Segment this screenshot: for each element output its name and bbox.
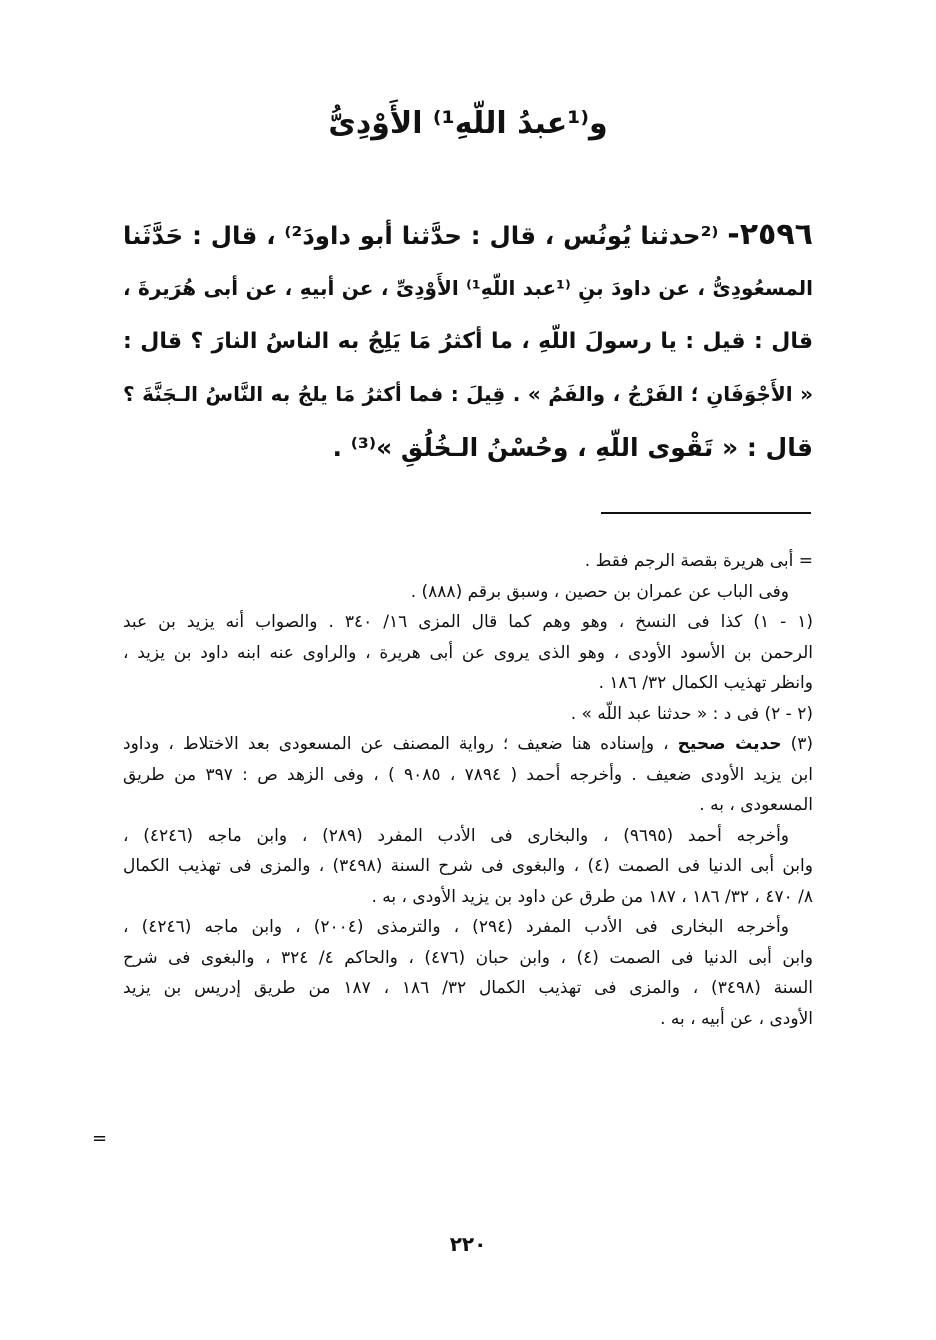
continuation-mark: =	[92, 1128, 108, 1149]
hadith-line: « الأَجْوَفَانِ ؛ الفَرْجُ ، والفَمُ » . قِيلَ : فما أكثرُ مَا يلجُ به النَّاسُ الـجَنَّةَ ؟	[123, 382, 813, 406]
footnote-line: = أبى هريرة بقصة الرجم فقط .	[584, 551, 813, 571]
hadith-line-text: ⁽²حدثنا يُونُس ، قال : حدَّثنا أبو داودَ²⁾ ، قال : حَدَّثَنا	[123, 221, 719, 250]
hadith-line	[123, 208, 813, 262]
hadith-line: المسعُودِیُّ ، عن داودَ بنِ ⁽¹عبد اللّهِ¹⁾ الأَوْدِیِّ ، عن أبيهِ ، عن أبى هُرَيرةَ ،	[123, 276, 814, 300]
footnote-line: الأودى ، عن أبيه ، به .	[660, 1008, 813, 1029]
footnote-line: وابن أبى الدنيا فى الصمت (٤) ، وابن حبان (٤٧٦) ، والحاكم ٤/ ٣٢٤ ، والبغوى فى شرح	[123, 947, 813, 968]
footnote-line: (١ - ١) كذا فى النسخ ، وهو وهم كما قال المزى ١٦/ ٣٤٠ . والصواب أنه يزيد بن عبد	[123, 612, 813, 632]
footnotes	[123, 546, 813, 1034]
footnote-line: المسعودى ، به .	[699, 795, 813, 815]
footnote-line: وابن أبى الدنيا فى الصمت (٤) ، والبغوى فى شرح السنة (٣٤٩٨) ، والمزى فى تهذيب الكمال	[123, 856, 813, 876]
footnote-line: الرحمن بن الأسود الأودى ، وهو الذى يروى عن أبى هريرة ، والراوى عنه ابنه داود بن يزيد ،	[123, 642, 813, 663]
page-number: ٢٢٠	[449, 1232, 487, 1256]
footnote-line: ٨/ ٤٧٠ ، ٣٢/ ١٨٦ ، ١٨٧ من طرق عن داود بن يزيد الأودى ، به .	[371, 886, 813, 907]
footnote-line: وأخرجه أحمد (٩٦٩٥) ، والبخارى فى الأدب المفرد (٢٨٩) ، وابن ماجه (٤٢٤٦) ،	[123, 825, 790, 846]
footnote-line: (٢ - ٢) فى د : « حدثنا عبد اللّه » .	[570, 703, 813, 724]
footnote-line: وانظر تهذيب الكمال ٣٢/ ١٨٦ .	[598, 673, 813, 693]
footnote-separator	[601, 512, 811, 514]
footnote-line: ابن يزيد الأودى ضعيف . وأخرجه أحمد ( ٧٨٩٤ ، ٩٠٨٥ ) ، وفى الزهد ص : ٣٩٧ من طريق	[123, 764, 813, 785]
hadith-text	[123, 208, 813, 474]
footnote-line: وفى الباب عن عمران بن حصين ، وسبق برقم (٨٨٨) .	[410, 581, 789, 602]
hadith-line: قال : قيل : يا رسولَ اللّهِ ، ما أكثرُ مَا يَلِجُ به الناسُ النارَ ؟ قال :	[123, 329, 813, 354]
footnote-line: السنة (٣٤٩٨) ، والمزى فى تهذيب الكمال ٣٢/ ١٨٦ ، ١٨٧ من طريق إدريس بن يزيد	[123, 978, 813, 998]
verdict-text: حديث صحيح	[677, 734, 782, 754]
section-heading: و⁽¹عبدُ اللّهِ¹⁾ الأَوْدِیُّ	[328, 106, 608, 141]
footnote-line: وأخرجه البخارى فى الأدب المفرد (٢٩٤) ، والترمذى (٢٠٠٤) ، وابن ماجه (٤٢٤٦) ،	[123, 917, 789, 937]
footnote-line: (٣) حديث صحيح ، وإسناده هنا ضعيف ؛ رواية المصنف عن المسعودى بعد الاختلاط ، وداود	[123, 734, 813, 754]
hadith-line: قال : « تَقْوى اللّهِ ، وحُسْنُ الـخُلُقِ »⁽³⁾ .	[332, 433, 813, 462]
hadith-number: ٢٥٩٦-	[727, 217, 813, 252]
